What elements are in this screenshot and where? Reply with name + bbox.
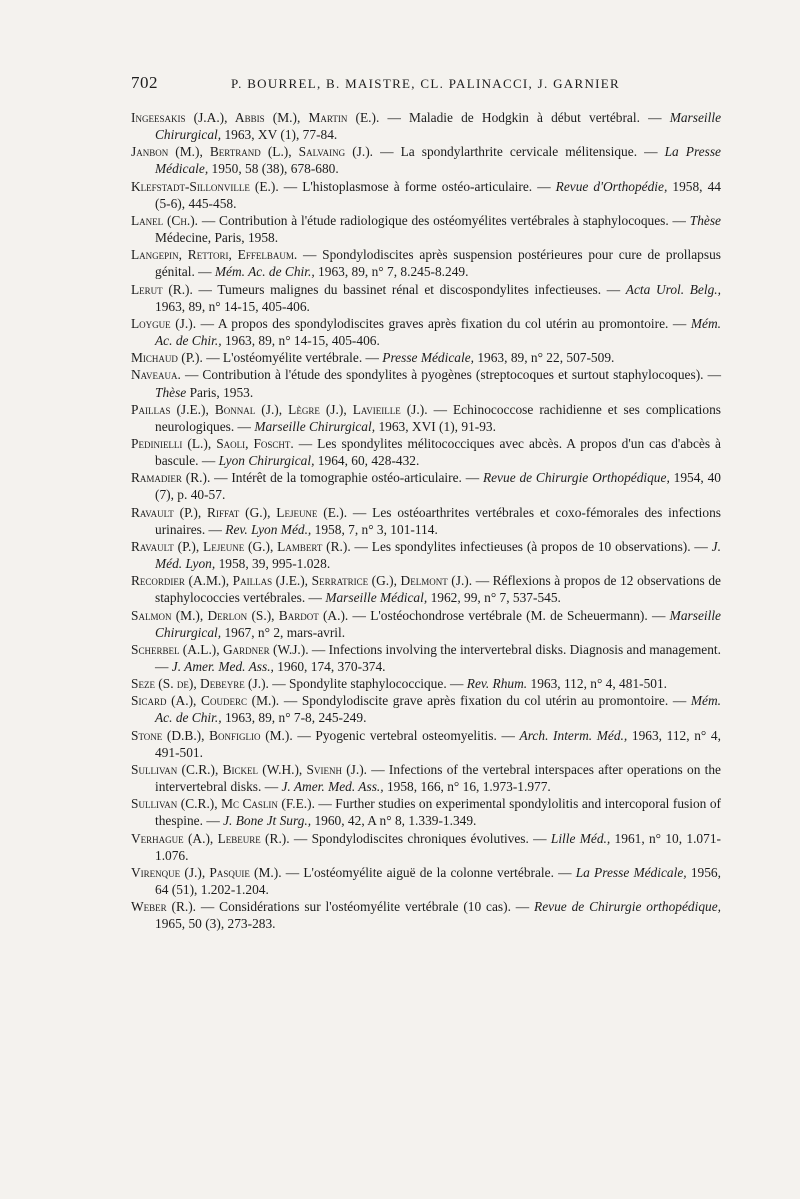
ref-journal: Rev. Lyon Méd., bbox=[225, 521, 312, 537]
ref-journal: J. Méd. Lyon, bbox=[155, 538, 721, 572]
ref-title: — L'histoplasmose à forme ostéo-articulaire. — bbox=[283, 178, 551, 194]
ref-journal: La Presse Médicale, bbox=[575, 864, 687, 880]
ref-authors: Ramadier (R.). bbox=[131, 470, 211, 486]
ref-details: 1954, 40 (7), p. 40-57. bbox=[155, 470, 721, 503]
ref-title: — Echinococcose rachidienne et ses complications neurologiques. — bbox=[155, 401, 721, 434]
ref-authors: Sullivan (C.R.), Bickel (W.H.), Svienh (J.). bbox=[131, 761, 368, 777]
ref-authors: Verhague (A.), Lebeure (R.). bbox=[131, 830, 290, 846]
ref-journal: Mém. Ac. de Chir., bbox=[155, 315, 722, 349]
ref-details: 1960, 174, 370-374. bbox=[277, 659, 386, 674]
page-number: 702 bbox=[131, 73, 158, 92]
ref-authors: Lanel (Ch.). bbox=[131, 212, 199, 228]
ref-title: — Maladie de Hodgkin à début vertébral. — bbox=[387, 110, 662, 125]
ref-details: Paris, 1953. bbox=[189, 384, 254, 400]
ref-journal: Marseille Chirurgical, bbox=[254, 418, 376, 434]
reference-entry bbox=[131, 692, 721, 726]
ref-authors: Weber (R.). bbox=[131, 899, 197, 915]
ref-authors: Salmon (M.), Derlon (S.), Bardot (A.). bbox=[131, 607, 349, 623]
ref-journal: Lyon Chirurgical, bbox=[218, 453, 315, 469]
ref-details: 1963, 112, n° 4, 491-501. bbox=[155, 727, 721, 760]
ref-details: 1961, n° 10, 1.071-1.076. bbox=[155, 830, 721, 863]
ref-details: 1958, 39, 995-1.028. bbox=[218, 556, 331, 572]
ref-title: — Spondylodiscites après suspension postérieures pour cure de prollapsus génital. — bbox=[155, 247, 721, 280]
ref-authors: Virenque (J.), Pasquie (M.). bbox=[131, 864, 282, 880]
ref-details: 1963, 112, n° 4, 481-501. bbox=[530, 676, 668, 692]
reference-entry bbox=[131, 727, 721, 761]
ref-title: — L'ostéochondrose vertébrale (M. de Scheuermann). — bbox=[352, 607, 666, 623]
ref-authors: Lerut (R.). bbox=[131, 281, 193, 297]
ref-title: — Further studies on experimental spondylolitis and intercoporal fusion of thespine. — bbox=[155, 796, 721, 829]
reference-entry bbox=[131, 795, 721, 829]
ref-title: — Tumeurs malignes du bassinet rénal et discospondylites infectieuses. — bbox=[198, 281, 621, 297]
ref-authors: Paillas (J.E.), Bonnal (J.), Lègre (J.), Lavieille (J.). bbox=[131, 401, 428, 417]
ref-title: — Les ostéoarthrites vertébrales et coxo-fémorales des infections urinaires. — bbox=[155, 504, 721, 537]
ref-title: — Spondylodiscites chroniques évolutives. — bbox=[293, 830, 547, 846]
ref-journal: Lille Méd., bbox=[550, 830, 611, 846]
reference-entry bbox=[131, 898, 721, 932]
ref-authors: Ravault (P.), Lejeune (G.), Lambert (R.). bbox=[131, 538, 351, 554]
ref-title: — Contribution à l'étude des spondylites à pyogènes (streptocoques et surtout staphylocoques). — bbox=[184, 367, 721, 383]
ref-authors: Seze (S. de), Debeyre (J.). bbox=[131, 676, 269, 692]
ref-authors: Recordier (A.M.), Paillas (J.E.), Serratrice (G.), Delmont (J.). bbox=[131, 573, 473, 589]
ref-details: 1963, XV (1), 77-84. bbox=[224, 127, 338, 143]
ref-details: 1963, 89, n° 7, 8.245-8.249. bbox=[318, 264, 469, 280]
reference-list bbox=[131, 109, 721, 933]
ref-details: 1962, 99, n° 7, 537-545. bbox=[430, 590, 561, 606]
ref-journal: Mém. Ac. de Chir., bbox=[155, 693, 721, 726]
ref-journal: Acta Urol. Belg., bbox=[625, 281, 721, 297]
ref-authors: Sicard (A.), Couderc (M.). bbox=[131, 693, 280, 709]
ref-title: — Les spondylites infectieuses (à propos de 10 observations). — bbox=[354, 538, 708, 554]
reference-entry bbox=[131, 366, 721, 400]
ref-details: 1950, 58 (38), 678-680. bbox=[211, 161, 339, 177]
ref-authors: Ingeesakis (J.A.), Abbis (M.), Martin (E.). bbox=[131, 110, 380, 125]
ref-title: — L'ostéomyélite aiguë de la colonne vertébrale. — bbox=[285, 864, 572, 880]
reference-entry bbox=[131, 572, 721, 606]
ref-journal: Marseille Médical, bbox=[325, 590, 428, 606]
ref-journal: Revue de Chirurgie orthopédique, bbox=[534, 899, 721, 915]
ref-journal: Marseille Chirurgical, bbox=[155, 110, 722, 143]
ref-details: 1960, 42, A n° 8, 1.339-1.349. bbox=[314, 813, 477, 829]
ref-authors: Langepin, Rettori, Effelbaum. bbox=[131, 247, 298, 263]
reference-entry bbox=[131, 349, 721, 366]
ref-title: — Infections involving the intervertebral disks. Diagnosis and management. — bbox=[155, 641, 721, 674]
ref-journal: J. Amer. Med. Ass., bbox=[171, 659, 274, 674]
ref-title: — Spondylite staphylococcique. — bbox=[272, 676, 464, 692]
reference-entry bbox=[131, 401, 721, 435]
ref-journal: Arch. Interm. Méd., bbox=[519, 727, 628, 743]
reference-entry bbox=[131, 675, 721, 692]
reference-entry bbox=[131, 864, 721, 898]
reference-entry bbox=[131, 504, 721, 538]
ref-authors: Janbon (M.), Bertrand (L.), Salvaing (J.). bbox=[131, 144, 374, 160]
ref-journal: Revue de Chirurgie Orthopédique, bbox=[482, 470, 670, 486]
reference-entry bbox=[131, 469, 721, 503]
ref-details: 1958, 166, n° 16, 1.973-1.977. bbox=[386, 779, 551, 795]
ref-title: — La spondylarthrite cervicale mélitensique. — bbox=[380, 144, 658, 160]
ref-journal: Rev. Rhum. bbox=[466, 676, 528, 692]
ref-details: Médecine, Paris, 1958. bbox=[155, 230, 279, 246]
ref-title: — Les spondylites mélitococciques avec abcès. A propos d'un cas d'abcès à bascule. — bbox=[155, 435, 722, 469]
running-head: P. BOURREL, B. MAISTRE, CL. PALINACCI, J. GARNIER bbox=[231, 76, 620, 91]
ref-authors: Michaud (P.). bbox=[131, 350, 203, 366]
ref-authors: Naveaua. bbox=[131, 367, 181, 383]
reference-entry bbox=[131, 315, 721, 349]
ref-authors: Sullivan (C.R.), Mc Caslin (F.E.). bbox=[131, 796, 315, 812]
reference-entry bbox=[131, 761, 721, 795]
ref-details: 1967, n° 2, mars-avril. bbox=[224, 624, 346, 640]
ref-details: 1963, 89, n° 14-15, 405-406. bbox=[155, 298, 310, 314]
ref-authors: Loygue (J.). bbox=[131, 315, 197, 331]
ref-title: — Spondylodiscite grave après fixation du col utérin au promontoire. — bbox=[283, 693, 687, 709]
reference-entry bbox=[131, 143, 721, 177]
ref-authors: Ravault (P.), Riffat (G.), Lejeune (E.). bbox=[131, 504, 348, 520]
ref-authors: Scherbel (A.L.), Gardner (W.J.). bbox=[131, 641, 309, 657]
ref-details: 1963, XVI (1), 91-93. bbox=[378, 418, 496, 434]
reference-entry bbox=[131, 281, 721, 315]
ref-authors: Stone (D.B.), Bonfiglio (M.). bbox=[131, 727, 293, 743]
ref-journal: Revue d'Orthopédie, bbox=[555, 178, 668, 194]
ref-details: 1964, 60, 428-432. bbox=[317, 453, 420, 469]
ref-authors: Klefstadt-Sillonville (E.). bbox=[131, 178, 279, 194]
reference-entry bbox=[131, 607, 721, 641]
reference-entry bbox=[131, 538, 721, 572]
ref-journal: J. Bone Jt Surg., bbox=[223, 813, 312, 829]
reference-entry bbox=[131, 641, 721, 675]
ref-details: 1963, 89, n° 14-15, 405-406. bbox=[224, 333, 380, 349]
ref-journal: La Presse Médicale, bbox=[155, 144, 721, 177]
ref-title: — Considérations sur l'ostéomyélite vertébrale (10 cas). — bbox=[200, 899, 530, 915]
reference-entry bbox=[131, 830, 721, 864]
ref-journal: Presse Médicale, bbox=[382, 350, 474, 366]
ref-details: 1958, 7, n° 3, 101-114. bbox=[314, 521, 438, 537]
ref-title: — Réflexions à propos de 12 observations de staphylococcies vertébrales. — bbox=[155, 573, 721, 606]
ref-title: — Pyogenic vertebral osteomyelitis. — bbox=[297, 727, 515, 743]
ref-title: — A propos des spondylodiscites graves après fixation du col utérin au promontoire. — bbox=[200, 315, 687, 331]
reference-entry bbox=[131, 212, 721, 246]
ref-journal: Mém. Ac. de Chir., bbox=[214, 264, 315, 280]
ref-details: 1956, 64 (51), 1.202-1.204. bbox=[155, 864, 721, 898]
ref-title: — Intérêt de la tomographie ostéo-articulaire. — bbox=[214, 470, 480, 486]
ref-title: — Infections of the vertebral interspaces after operations on the intervertebral disks. — bbox=[155, 761, 721, 795]
reference-entry bbox=[131, 109, 721, 143]
ref-details: 1965, 50 (3), 273-283. bbox=[155, 916, 276, 932]
ref-details: 1958, 44 (5-6), 445-458. bbox=[155, 178, 721, 211]
ref-journal: Thèse bbox=[689, 212, 721, 228]
page-header bbox=[131, 73, 721, 97]
ref-journal: Marseille Chirurgical, bbox=[155, 607, 721, 640]
reference-entry bbox=[131, 246, 721, 280]
reference-entry bbox=[131, 178, 721, 212]
ref-details: 1963, 89, n° 22, 507-509. bbox=[477, 350, 615, 366]
reference-entry bbox=[131, 435, 721, 469]
ref-journal: Thèse bbox=[155, 384, 187, 400]
ref-journal: J. Amer. Med. Ass., bbox=[281, 779, 384, 795]
ref-details: 1963, 89, n° 7-8, 245-249. bbox=[224, 710, 367, 726]
ref-authors: Pedinielli (L.), Saoli, Foscht. bbox=[131, 435, 294, 451]
ref-title: — Contribution à l'étude radiologique des ostéomyélites vertébrales à staphylocoques. — bbox=[201, 212, 686, 228]
ref-title: — L'ostéomyélite vertébrale. — bbox=[206, 350, 379, 366]
